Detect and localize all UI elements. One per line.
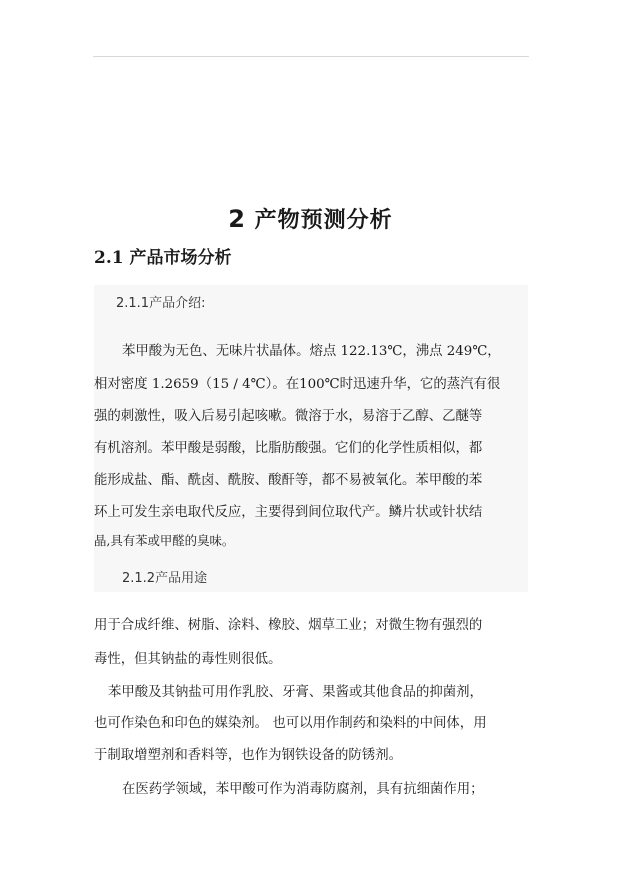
intro-line: 有机溶剂。苯甲酸是弱酸，比脂肪酸强。它们的化学性质相似，都 — [94, 441, 483, 456]
subsection-title-intro: 2.1.1产品介绍: — [116, 296, 206, 311]
use-line: 毒性，但其钠盐的毒性则很低。 — [94, 652, 282, 667]
chapter-number: 2 — [228, 205, 246, 233]
use-line: 苯甲酸及其钠盐可用作乳胶、牙膏、果酱或其他食品的抑菌剂， — [108, 685, 483, 700]
intro-line: 环上可发生亲电取代反应，主要得到间位取代产。鳞片状或针状结 — [94, 505, 483, 520]
intro-line: 强的刺激性，吸入后易引起咳嗽。微溶于水，易溶于乙醇、乙醚等 — [94, 409, 483, 424]
subsection-title-uses: 2.1.2产品用途 — [122, 571, 208, 586]
use-line: 用于合成纤维、树脂、涂料、橡胶、烟草工业；对微生物有强烈的 — [94, 618, 483, 633]
section-title: 2.1 产品市场分析 — [94, 248, 232, 268]
intro-line: 相对密度 1.2659（15 / 4℃）。在100℃时迅速升华，它的蒸汽有很 — [94, 377, 501, 392]
intro-line: 苯甲酸为无色、无味片状晶体。熔点 122.13℃，沸点 249℃， — [122, 344, 501, 359]
header-rule — [93, 56, 529, 57]
intro-line: 晶,具有苯或甲醛的臭味。 — [94, 533, 235, 548]
use-line: 也可作染色和印色的媒染剂。 也可以用作制药和染料的中间体，用 — [94, 716, 487, 731]
use-line: 在医药学领域，苯甲酸可作为消毒防腐剂，具有抗细菌作用； — [122, 782, 484, 797]
chapter-title-text: 产物预测分析 — [254, 207, 393, 233]
use-line: 于制取增塑剂和香料等，也作为钢铁设备的防锈剂。 — [94, 748, 402, 763]
chapter-title — [0, 203, 621, 234]
intro-line: 能形成盐、酯、酰卤、酰胺、酸酐等，都不易被氧化。苯甲酸的苯 — [94, 473, 483, 488]
